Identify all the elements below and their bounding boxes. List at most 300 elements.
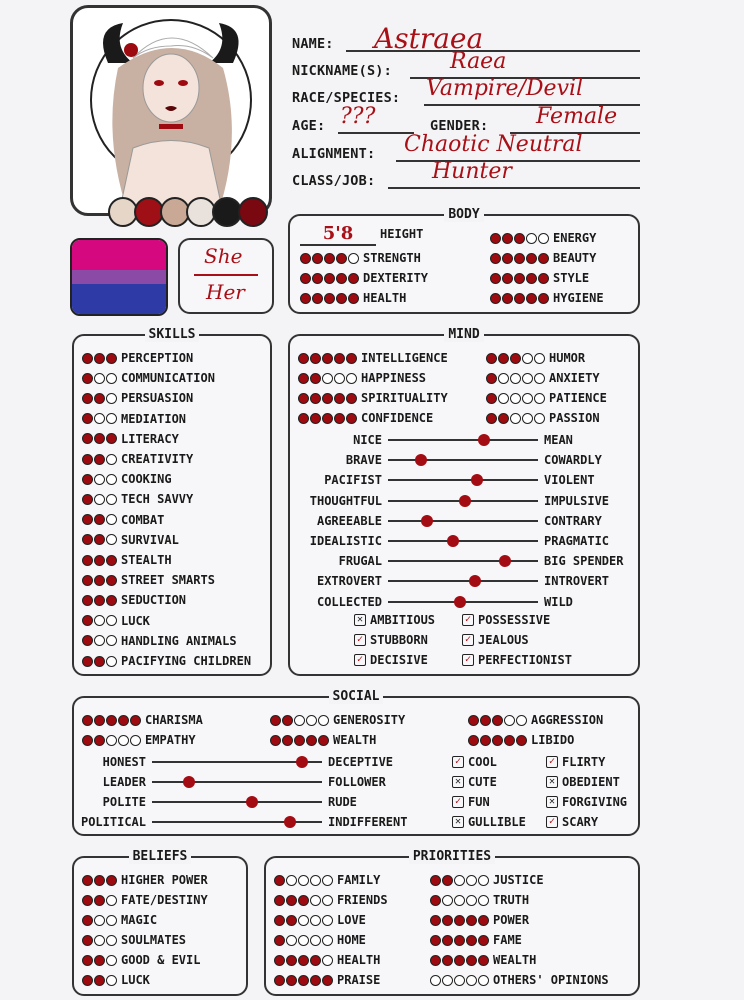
x-mark-icon[interactable]: ✕ [546,796,558,808]
stat-row [490,250,596,266]
rating-dot [82,975,93,986]
rating-dot [522,413,533,424]
rating-dots [82,935,117,946]
rating-dot [82,555,93,566]
rating-dot [430,875,441,886]
rating-dots [298,393,357,404]
rating-dot [502,253,513,264]
rating-dots [82,555,117,566]
rating-dot [82,715,93,726]
stat-label: EMPATHY [145,733,196,747]
rating-dot [514,233,525,244]
stat-label: PERCEPTION [121,351,194,365]
rating-dot [310,955,321,966]
stat-row [300,270,428,286]
stat-label: HAPPINESS [361,371,427,385]
stat-row [82,350,193,366]
slider-track [388,540,538,542]
stat-row [82,491,193,507]
height-value: 5'8 [300,223,376,246]
rating-dot [514,273,525,284]
stat-label: TECH SAVVY [121,492,194,507]
rating-dot [480,715,491,726]
color-palette [108,197,268,227]
rating-dot [306,715,317,726]
trait-checkbox[interactable] [462,612,550,628]
rating-dots [82,353,117,364]
stat-label: FRIENDS [337,893,388,907]
slider-track [388,479,538,481]
rating-dot [498,373,509,384]
pronouns-box [178,238,274,314]
trait-slider [290,452,602,468]
x-mark-icon[interactable]: ✕ [452,776,464,788]
stat-label: CONFIDENCE [361,411,434,425]
rating-dot [510,373,521,384]
rating-dot [82,393,93,404]
rating-dot [336,273,347,284]
trait-slider [290,553,623,569]
rating-dots [82,715,141,726]
check-mark-icon[interactable]: ✓ [462,654,474,666]
rating-dot [466,915,477,926]
rating-dot [522,393,533,404]
rating-dot [298,875,309,886]
stat-row [430,872,544,888]
rating-dot [466,895,477,906]
rating-dot [94,393,105,404]
rating-dot [286,955,297,966]
slider-track [388,601,538,603]
rating-dot [274,915,285,926]
stat-row [430,932,522,948]
stat-row [82,532,179,548]
stat-label: WEALTH [333,733,377,747]
stat-label: FAME [493,933,522,947]
trait-slider [290,533,609,549]
rating-dot [94,433,105,444]
info-field-value: Chaotic Neutral [404,132,583,157]
social-box [72,689,640,836]
rating-dot [94,635,105,646]
slider-track [388,459,538,461]
rating-dot [322,915,333,926]
check-mark-icon[interactable]: ✓ [546,816,558,828]
check-mark-icon[interactable]: ✓ [546,756,558,768]
stat-label: HIGHER POWER [121,873,208,887]
stat-label: MAGIC [121,913,158,927]
trait-checkbox[interactable] [354,612,435,628]
rating-dot [516,715,527,726]
mind-box [288,327,640,676]
slider-knob [246,796,258,808]
stat-label: AGGRESSION [531,713,604,727]
slider-knob [471,474,483,486]
check-mark-icon[interactable]: ✓ [452,796,464,808]
rating-dot [106,575,117,586]
rating-dot [94,514,105,525]
rating-dot [106,534,117,545]
trait-slider [290,573,609,589]
rating-dot [502,293,513,304]
rating-dot [82,935,93,946]
x-mark-icon[interactable]: ✕ [546,776,558,788]
stat-label: BEAUTY [553,251,597,265]
checkbox-label: AMBITIOUS [370,613,436,627]
rating-dots [82,656,117,667]
rating-dot [322,373,333,384]
stat-row [82,633,237,649]
stat-label: PATIENCE [549,391,607,405]
info-field-value: ??? [340,104,376,129]
gender-line [510,132,640,134]
rating-dot [82,494,93,505]
rating-dot [442,875,453,886]
stat-label: HUMOR [549,351,586,365]
rating-dot [442,975,453,986]
rating-dots [468,715,527,726]
slider-knob [421,515,433,527]
rating-dot [310,875,321,886]
rating-dot [82,433,93,444]
trait-checkbox[interactable] [546,814,598,830]
slider-knob [415,454,427,466]
trait-checkbox[interactable] [354,652,428,668]
rating-dot [534,393,545,404]
rating-dot [270,735,281,746]
palette-swatch [238,197,268,227]
rating-dots [430,915,489,926]
rating-dots [274,875,333,886]
rating-dot [322,895,333,906]
rating-dot [322,413,333,424]
slider-right-label: DECEPTIVE [328,755,394,769]
rating-dot [442,955,453,966]
checkbox-label: COOL [468,755,497,769]
slider-knob [499,555,511,567]
check-mark-icon[interactable]: ✓ [354,654,366,666]
rating-dot [522,353,533,364]
rating-dot [106,454,117,465]
info-field-label: RACE/SPECIES: [292,90,401,106]
trait-checkbox[interactable] [452,754,497,770]
info-field-value: Astraea [374,22,484,55]
stat-row [82,653,251,669]
rating-dot [106,735,117,746]
rating-dots [82,433,117,444]
rating-dot [94,575,105,586]
rating-dot [454,935,465,946]
slider-left-label: LEADER [102,775,146,789]
rating-dots [82,534,117,545]
rating-dot [106,895,117,906]
stat-row [274,912,366,928]
rating-dot [82,353,93,364]
rating-dot [310,975,321,986]
rating-dot [346,373,357,384]
checkbox-label: SCARY [562,815,599,829]
slider-knob [183,776,195,788]
stat-label: SEDUCTION [121,593,187,608]
rating-dot [94,656,105,667]
rating-dots [82,895,117,906]
rating-dot [94,474,105,485]
slider-knob [296,756,308,768]
trait-checkbox[interactable] [354,632,428,648]
rating-dot [82,595,93,606]
rating-dot [298,413,309,424]
rating-dot [82,656,93,667]
stat-row [82,712,203,728]
mind-title: MIND [444,327,483,342]
rating-dot [310,353,321,364]
rating-dot [442,895,453,906]
info-field-value: Raea [450,49,507,74]
rating-dot [322,935,333,946]
rating-dots [486,393,545,404]
checkbox-label: PERFECTIONIST [478,653,572,667]
rating-dot [106,514,117,525]
trait-checkbox[interactable] [546,754,605,770]
rating-dot [82,413,93,424]
stat-row [82,411,186,427]
stat-row [430,972,609,988]
rating-dot [526,273,537,284]
trait-checkbox[interactable] [462,652,572,668]
slider-right-label: INTROVERT [544,574,610,589]
skills-title: SKILLS [145,327,200,342]
rating-dot [486,353,497,364]
stat-label: LOVE [337,913,366,927]
stat-row [298,370,426,386]
rating-dot [106,474,117,485]
rating-dot [322,875,333,886]
slider-knob [469,575,481,587]
rating-dots [82,595,117,606]
rating-dot [478,935,489,946]
stat-label: STEALTH [121,553,172,567]
stat-row [468,732,574,748]
rating-dot [94,534,105,545]
rating-dot [118,715,129,726]
stat-row [274,972,380,988]
rating-dots [274,895,333,906]
stat-row [300,250,421,266]
rating-dot [526,253,537,264]
trait-checkbox[interactable] [452,814,526,830]
stat-row [82,932,186,948]
stat-row [274,892,388,908]
rating-dots [274,915,333,926]
slider-right-label: PRAGMATIC [544,534,610,548]
rating-dot [538,273,549,284]
rating-dot [306,735,317,746]
rating-dot [106,715,117,726]
slider-track [152,801,322,803]
rating-dot [324,273,335,284]
trait-slider [290,594,573,610]
rating-dots [274,955,333,966]
rating-dot [106,353,117,364]
trait-checkbox[interactable] [452,774,497,790]
x-mark-icon[interactable]: ✕ [354,614,366,626]
rating-dot [94,875,105,886]
rating-dot [286,975,297,986]
rating-dot [82,474,93,485]
rating-dot [286,935,297,946]
stat-label: SOULMATES [121,933,187,947]
rating-dot [106,935,117,946]
slider-left-label: IDEALISTIC [309,534,382,548]
rating-dot [538,253,549,264]
rating-dot [348,293,359,304]
stat-row [298,390,448,406]
stat-row [82,471,172,487]
pronoun-top: She [204,244,243,268]
stat-row [274,932,366,948]
stat-row [82,451,193,467]
rating-dot [322,393,333,404]
rating-dots [270,715,329,726]
x-mark-icon[interactable]: ✕ [452,816,464,828]
info-field-label: NAME: [292,36,334,52]
stat-row [82,952,200,968]
stat-row [274,872,380,888]
slider-right-label: INDIFFERENT [328,815,408,829]
slider-right-label: WILD [544,594,573,609]
trait-checkbox[interactable] [462,632,529,648]
rating-dot [466,955,477,966]
rating-dot [94,494,105,505]
pride-flag [70,238,168,316]
slider-track [388,580,538,582]
rating-dot [82,955,93,966]
rating-dot [298,373,309,384]
skills-box [72,327,272,676]
rating-dot [486,393,497,404]
rating-dot [324,293,335,304]
portrait-frame [70,5,272,216]
slider-track [388,520,538,522]
stat-label: CHARISMA [145,713,203,727]
rating-dot [504,715,515,726]
trait-slider [74,814,407,830]
rating-dot [106,955,117,966]
rating-dot [516,735,527,746]
rating-dot [318,715,329,726]
rating-dot [298,955,309,966]
stat-label: PRAISE [337,973,381,987]
stat-label: FATE/DESTINY [121,893,208,907]
rating-dot [442,915,453,926]
stat-row [82,613,150,629]
checkbox-label: CUTE [468,775,497,789]
stat-row [490,230,596,246]
rating-dots [82,373,117,384]
rating-dot [106,915,117,926]
slider-right-label: MEAN [544,433,573,447]
rating-dot [538,233,549,244]
slider-left-label: NICE [353,433,382,447]
rating-dot [94,895,105,906]
slider-right-label: BIG SPENDER [544,554,624,569]
trait-checkbox[interactable] [452,794,490,810]
checkbox-label: FUN [468,795,490,809]
rating-dot [430,975,441,986]
rating-dot [298,353,309,364]
rating-dot [478,955,489,966]
rating-dot [466,975,477,986]
rating-dots [300,253,359,264]
rating-dot [466,935,477,946]
stat-label: GENEROSITY [333,713,406,727]
info-field-value: Vampire/Devil [426,76,584,101]
stat-label: LUCK [121,973,150,987]
rating-dot [310,393,321,404]
info-field-value: Hunter [432,159,512,184]
stat-label: LUCK [121,613,150,628]
stat-label: LITERACY [121,431,179,446]
rating-dot [334,353,345,364]
rating-dots [82,474,117,485]
rating-dot [312,273,323,284]
rating-dots [82,514,117,525]
rating-dot [300,273,311,284]
slider-left-label: AGREEABLE [316,513,382,528]
rating-dot [106,975,117,986]
rating-dot [478,975,489,986]
check-mark-icon[interactable]: ✓ [462,634,474,646]
rating-dot [130,715,141,726]
rating-dot [310,895,321,906]
gender-label: GENDER: [430,118,489,134]
rating-dot [282,735,293,746]
rating-dot [442,935,453,946]
body-title: BODY [444,207,483,222]
stat-row [82,512,164,528]
rating-dots [468,735,527,746]
check-mark-icon[interactable]: ✓ [354,634,366,646]
rating-dots [270,735,329,746]
rating-dots [490,233,549,244]
rating-dot [274,935,285,946]
social-title: SOCIAL [329,689,384,704]
rating-dot [346,393,357,404]
rating-dot [82,895,93,906]
check-mark-icon[interactable]: ✓ [452,756,464,768]
rating-dot [454,975,465,986]
rating-dot [82,615,93,626]
trait-checkbox[interactable] [546,774,620,790]
slider-knob [459,495,471,507]
trait-slider [290,472,595,488]
trait-checkbox[interactable] [546,794,627,810]
rating-dot [300,253,311,264]
checkbox-label: FLIRTY [562,755,606,769]
checkbox-label: FORGIVING [562,795,628,809]
stat-row [490,270,589,286]
check-mark-icon[interactable]: ✓ [462,614,474,626]
checkbox-label: POSSESSIVE [478,613,551,627]
rating-dot [94,715,105,726]
stat-row [82,390,193,406]
rating-dot [94,373,105,384]
rating-dot [478,895,489,906]
rating-dot [454,875,465,886]
stat-label: STYLE [553,271,590,285]
trait-slider [290,513,602,529]
rating-dot [466,875,477,886]
